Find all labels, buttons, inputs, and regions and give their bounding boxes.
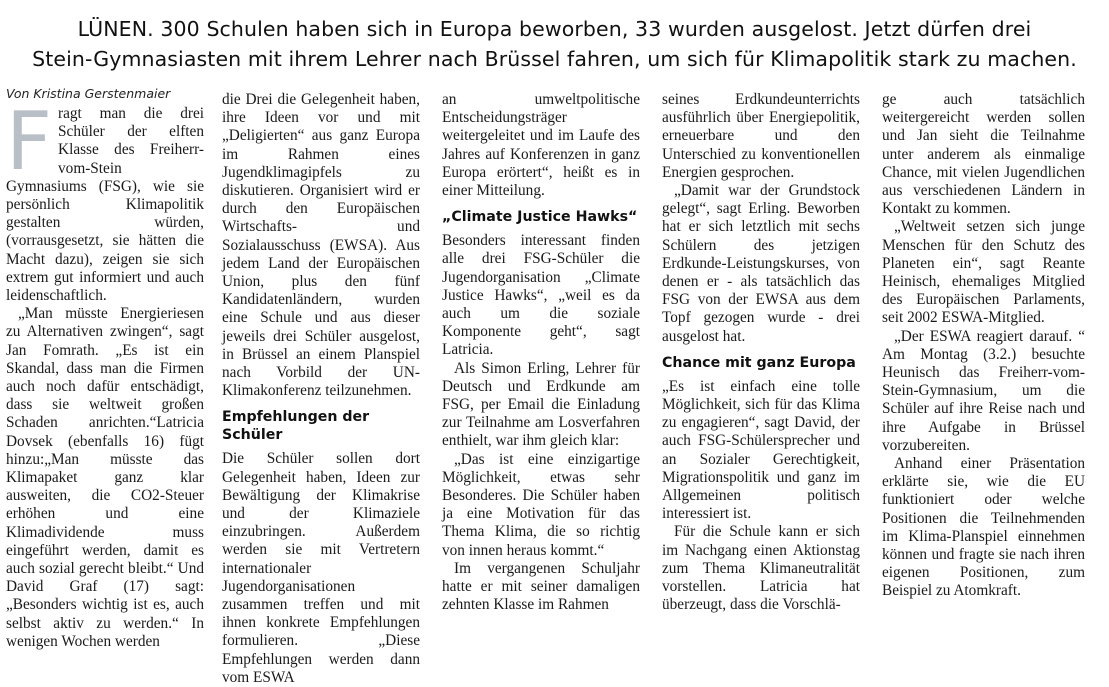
column-5 [882, 91, 1085, 621]
dropcap: F [6, 95, 53, 188]
paragraph: Für die Schule kann er sich im Nachgang einen Aktionstag zum Thema Klimaneutralität vorstellen. Latricia hat überzeugt, dass die Vorschlä- [662, 523, 860, 614]
column-3 [442, 91, 640, 621]
paragraph: an umweltpolitische Entscheidungsträger weitergeleitet und im Laufe des Jahres auf Konferenzen in ganz Europa erörtert“, heißt es in einer Mitteilung. [442, 91, 640, 200]
paragraph: Die Schüler sollen dort Gelegenheit haben, Ideen zur Bewältigung der Klimakrise und der Klimaziele einzubringen. Außerdem werden sie mit Vertretern internationaler Jugendorganisationen zusammen treffen und mit ihnen konkrete Empfehlungen formulieren. „Diese Empfehlungen werden dann vom ESWA [222, 450, 420, 686]
paragraph: Als Simon Erling, Lehrer für Deutsch und Erdkunde am FSG, per Email die Einladung zur Teilnahme am Losverfahren enthielt, war ihm gleich klar: [442, 359, 640, 450]
column-2 [222, 91, 420, 686]
paragraph: ge auch tatsächlich weitergereicht werden sollen und Jan sieht die Teilnahme unter anderem als einmalige Chance, mit vielen Jugendlichen aus verschiedenen Ländern in Kontakt zu kommen. [882, 91, 1085, 218]
article-lead [0, 14, 1109, 74]
paragraph: „Es ist einfach eine tolle Möglichkeit, sich für das Klima zu engagieren“, sagt David, der auch FSG-Schülersprecher und an Sozialer Gerechtigkeit, Migrationspolitik und ganz im Allgemeinen politisch interessiert ist. [662, 377, 860, 523]
subheading-chance-mit-ganz-europa: Chance mit ganz Europa [662, 354, 856, 371]
paragraph: Im vergangenen Schuljahr hatte er mit seiner damaligen zehnten Klasse im Rahmen [442, 559, 640, 614]
byline: Von Kristina Gerstenmaier [6, 86, 171, 101]
paragraph: „Weltweit setzen sich junge Menschen für den Schutz des Planeten ein“, sagt Reante Heinisch, ehemaliges Mitglied des Europäischen Parlaments, seit 2002 ESWA-Mitglied. [882, 218, 1085, 327]
paragraph: seines Erdkundeunterrichts ausführlich über Energiepolitik, erneuerbare und den Unterschied zu konventionellen Energien gesprochen. [662, 91, 860, 181]
paragraph: Anhand einer Präsentation erklärte sie, wie die EU funktioniert oder welche Positionen die Teilnehmenden im Klima-Planspiel einnehmen können und fragte sie nach ihren eigenen Positionen, zum Beispiel zu Atomkraft. [882, 455, 1085, 600]
subheading-climate-justice-hawks: „Climate Justice Hawks“ [442, 209, 638, 226]
paragraph: „Der ESWA reagiert darauf. “ Am Montag (3.2.) besuchte Heunisch das Freiherr-vom-Stein-Gymnasium, um die Schüler auf ihre Reise nach und ihre Aufgabe in Brüssel vorzubereiten. [882, 327, 1085, 454]
paragraph: Besonders interessant finden alle drei FSG-Schüler die Jugendorganisation „Climate Justice Hawks“, „weil es da auch um die soziale Komponente geht“, sagt Latricia. [442, 232, 640, 359]
subheading-empfehlungen: Empfehlungen der Schüler [222, 409, 370, 444]
paragraph: ragt man die drei Schüler der elften Klasse des Freiherr-vom-Stein Gymnasiums (FSG), wie sie persönlich Klimapolitik gestalten würden, (vorrausgesetzt, sie hätten die Macht dazu), zeigen sie sich extrem gut informiert und auch leidenschaftlich. [6, 105, 204, 305]
paragraph: die Drei die Gelegenheit haben, ihre Ideen vor und mit „Deligierten“ aus ganz Europa im Rahmen eines Jugendklimagipfels zu diskutieren. Organisiert wird er durch den Europäischen Wirtschafts- und Sozialausschuss (EWSA). Aus jedem Land der Europäischen Union, plus den fünf Kandidatenländern, wurden eine Schule und aus dieser jeweils drei Schüler ausgelost, in Brüssel an einem Planspiel nach Vorbild der UN-Klimakonferenz teilzunehmen. [222, 91, 420, 400]
paragraph: „Das ist eine einzigartige Möglichkeit, etwas sehr Besonderes. Die Schüler haben ja eine Motivation für das Thema Klima, die so richtig von innen heraus kommt.“ [442, 450, 640, 559]
lead-line-1: LÜNEN. 300 Schulen haben sich in Europa beworben, 33 wurden ausgelost. Jetzt dürfen drei [77, 17, 1032, 41]
lead-line-2: Stein-Gymnasiasten mit ihrem Lehrer nach Brüssel fahren, um sich für Klimapolitik stark zu machen. [32, 47, 1077, 71]
paragraph: „Man müsste Energieriesen zu Alternativen zwingen“, sagt Jan Fomrath. „Es ist ein Skandal, dass man die Firmen auch noch dafür entschädigt, dass sie weltweit großen Schaden anrichten.“Latricia Dovsek (ebenfalls 16) fügt hinzu:„Man müsste das Klimapaket ganz klar ausweiten, die CO2-Steuer erhöhen und eine Klimadividende muss eingeführt werden, damit es auch sozial gerecht bleibt.“ Und David Graf (17) sagt: „Besonders wichtig ist es, auch selbst aktiv zu werden.“ In wenigen Wochen werden [6, 305, 204, 650]
paragraph: „Damit war der Grundstock gelegt“, sagt Erling. Beworben hat er sich letztlich mit sechs Schülern des jetzigen Erdkunde-Leistungskurses, von denen er - als tatsächlich das FSG von der EWSA aus dem Topf gezogen wurde - drei ausgelost hat. [662, 182, 860, 345]
column-1 [6, 95, 204, 650]
column-4 [662, 91, 860, 621]
